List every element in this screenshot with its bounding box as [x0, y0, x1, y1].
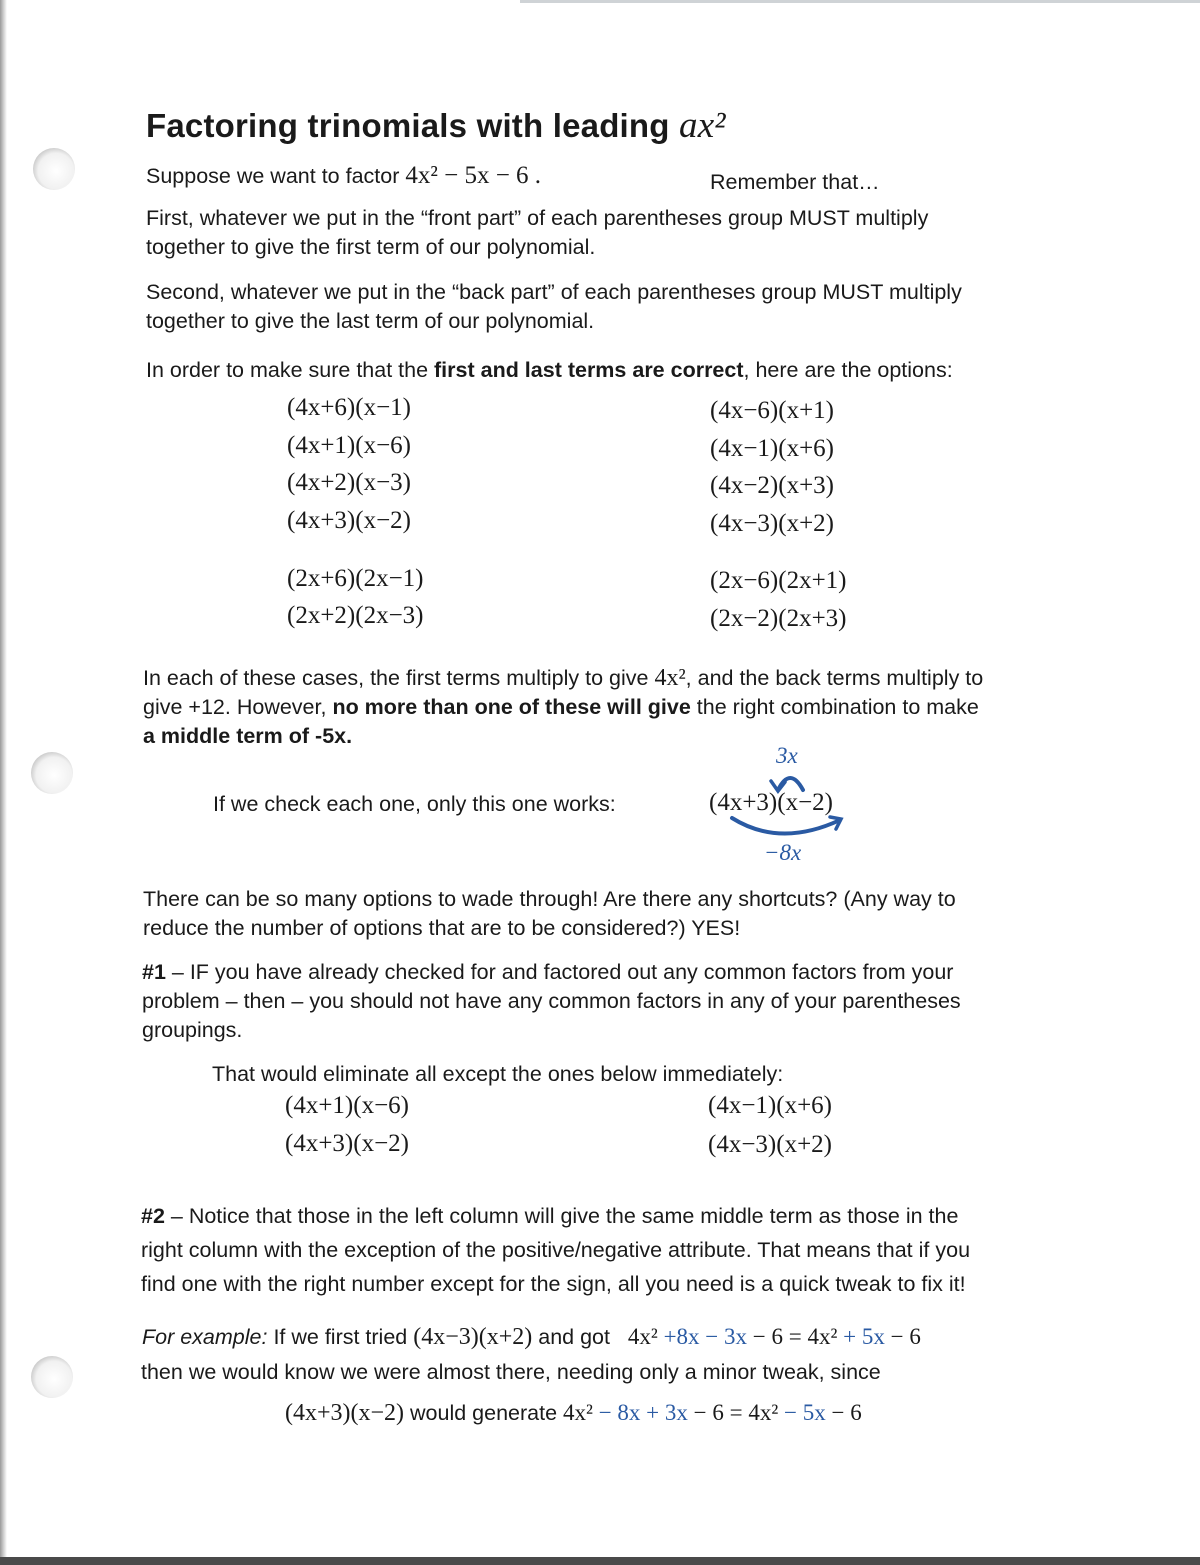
example-lead: For example: [142, 1325, 268, 1349]
intro-line [146, 161, 541, 191]
options-intro [146, 356, 953, 385]
example-line-2: then we would know we were almost there, needing only a minor tweak, since [141, 1360, 881, 1384]
cases-l1a: In each of these cases, the first terms multiply to give [143, 666, 649, 690]
cases-line-2 [143, 693, 983, 722]
rule-1-paragraph [142, 958, 961, 1045]
rule-1-line-1 [142, 958, 961, 987]
got-mid: +8x − 3x [663, 1324, 748, 1349]
page-title [146, 104, 726, 147]
gen-mid2: − 5x [783, 1400, 826, 1425]
rule-1-label: #1 [142, 960, 166, 984]
remember-note: Remember that… [710, 170, 880, 194]
title-text: Factoring trinomials with leading [146, 107, 670, 144]
rule-2-line-1 [141, 1199, 970, 1233]
first-para-line-2: together to give the first term of our polynomial. [146, 235, 596, 259]
intro-math: 4x² − 5x − 6 . [405, 162, 542, 189]
option-left-4: (4x+3)(x−2) [287, 507, 411, 534]
option-right-6: (2x−2)(2x+3) [710, 605, 847, 632]
paper-edge-bottom [0, 1557, 1200, 1565]
shortcuts-line-2: reduce the number of options that are to be considered?) YES! [143, 916, 741, 940]
gen-b: − 6 = 4x² [687, 1400, 784, 1425]
option-left-6: (2x+2)(2x−3) [287, 602, 424, 629]
second-para-line-2: together to give the last term of our polynomial. [146, 309, 595, 333]
title-math: ax² [679, 105, 726, 146]
cases-l2a: give +12. However, [143, 695, 333, 719]
punch-hole-top [33, 148, 75, 190]
options-intro-after: , here are the options: [743, 358, 953, 382]
remaining-left-2: (4x+3)(x−2) [285, 1130, 409, 1157]
example-tried-expr: (4x−3)(x+2) [413, 1324, 533, 1350]
punch-hole-bottom [31, 1356, 73, 1398]
example-correct-expr: (4x+3)(x−2) [285, 1400, 405, 1426]
remaining-left-1: (4x+1)(x−6) [285, 1092, 409, 1119]
working-factorization: (4x+3)(x−2) [709, 789, 833, 816]
got-b: − 6 = 4x² [747, 1324, 844, 1349]
rule-1-line-2: problem – then – you should not have any common factors in any of your parentheses [142, 989, 961, 1013]
rule-2-l1: – Notice that those in the left column will give the same middle term as those in the [164, 1204, 959, 1228]
cases-l1b: , and the back terms multiply to [685, 666, 984, 690]
paper-edge-left [0, 0, 7, 1565]
rule-1-line-3: groupings. [142, 1018, 243, 1042]
shortcuts-line-1: There can be so many options to wade through! Are there any shortcuts? (Any way to [143, 887, 956, 911]
rule-1-l1: – IF you have already checked for and factored out any common factors from your [165, 960, 954, 984]
first-para-line-1: First, whatever we put in the “front part” of each parentheses group MUST multiply [146, 206, 929, 230]
second-para-line-1: Second, whatever we put in the “back part” of each parentheses group MUST multiply [146, 280, 962, 304]
example-a: If we first tried [267, 1325, 414, 1349]
option-left-3: (4x+2)(x−3) [287, 469, 411, 496]
option-left-2: (4x+1)(x−6) [287, 432, 411, 459]
option-right-1: (4x−6)(x+1) [710, 397, 834, 424]
gen-mid: − 8x + 3x [598, 1400, 688, 1425]
gen-c: − 6 [825, 1400, 862, 1425]
cases-l1-math: 4x² [654, 665, 686, 691]
got-a: 4x² [627, 1324, 664, 1349]
inner-product-label: 3x [776, 743, 798, 768]
rule-2-label: #2 [141, 1204, 165, 1228]
cases-line-3 [143, 722, 983, 751]
remaining-right-2: (4x−3)(x+2) [708, 1131, 832, 1158]
option-right-3: (4x−2)(x+3) [710, 472, 834, 499]
intro-text: Suppose we want to factor [146, 164, 400, 188]
cases-paragraph [143, 664, 983, 751]
example-gen: would generate [404, 1401, 564, 1425]
option-left-5: (2x+6)(2x−1) [287, 565, 424, 592]
options-intro-bold: first and last terms are correct [434, 358, 744, 382]
option-right-2: (4x−1)(x+6) [710, 435, 834, 462]
cases-l2c: the right combination to make [690, 695, 979, 719]
rule-2-line-2: right column with the exception of the positive/negative attribute. That means that if you [141, 1238, 971, 1262]
cases-l2-bold: no more than one of these will give [332, 695, 691, 719]
got-mid2: + 5x [843, 1324, 885, 1349]
cases-l3-bold: a middle term of -5x. [143, 724, 353, 748]
rule-2-line-3: find one with the right number except for the sign, all you need is a quick tweak to fix it! [141, 1272, 966, 1296]
example-gen-expr [563, 1400, 862, 1425]
first-paragraph [146, 204, 928, 262]
got-c: − 6 [884, 1324, 921, 1349]
second-paragraph [146, 278, 962, 336]
example-b: and got [532, 1325, 616, 1349]
option-right-5: (2x−6)(2x+1) [710, 567, 847, 594]
check-text: If we check each one, only this one works: [213, 792, 616, 816]
example-line-3 [285, 1398, 862, 1428]
example-line-1 [142, 1322, 921, 1352]
rule-2-paragraph [141, 1199, 970, 1301]
options-intro-before: In order to make sure that the [146, 358, 435, 382]
eliminate-text: That would eliminate all except the ones below immediately: [212, 1062, 784, 1086]
shortcuts-paragraph [143, 885, 956, 943]
gen-a: 4x² [563, 1400, 599, 1425]
paper-edge-top [520, 0, 1200, 3]
cases-line-1 [143, 664, 983, 693]
remaining-right-1: (4x−1)(x+6) [708, 1092, 832, 1119]
example-got-expr [628, 1324, 921, 1349]
option-left-1: (4x+6)(x−1) [287, 394, 411, 421]
option-right-4: (4x−3)(x+2) [710, 510, 834, 537]
outer-product-label: −8x [764, 840, 802, 865]
punch-hole-middle [31, 752, 73, 794]
